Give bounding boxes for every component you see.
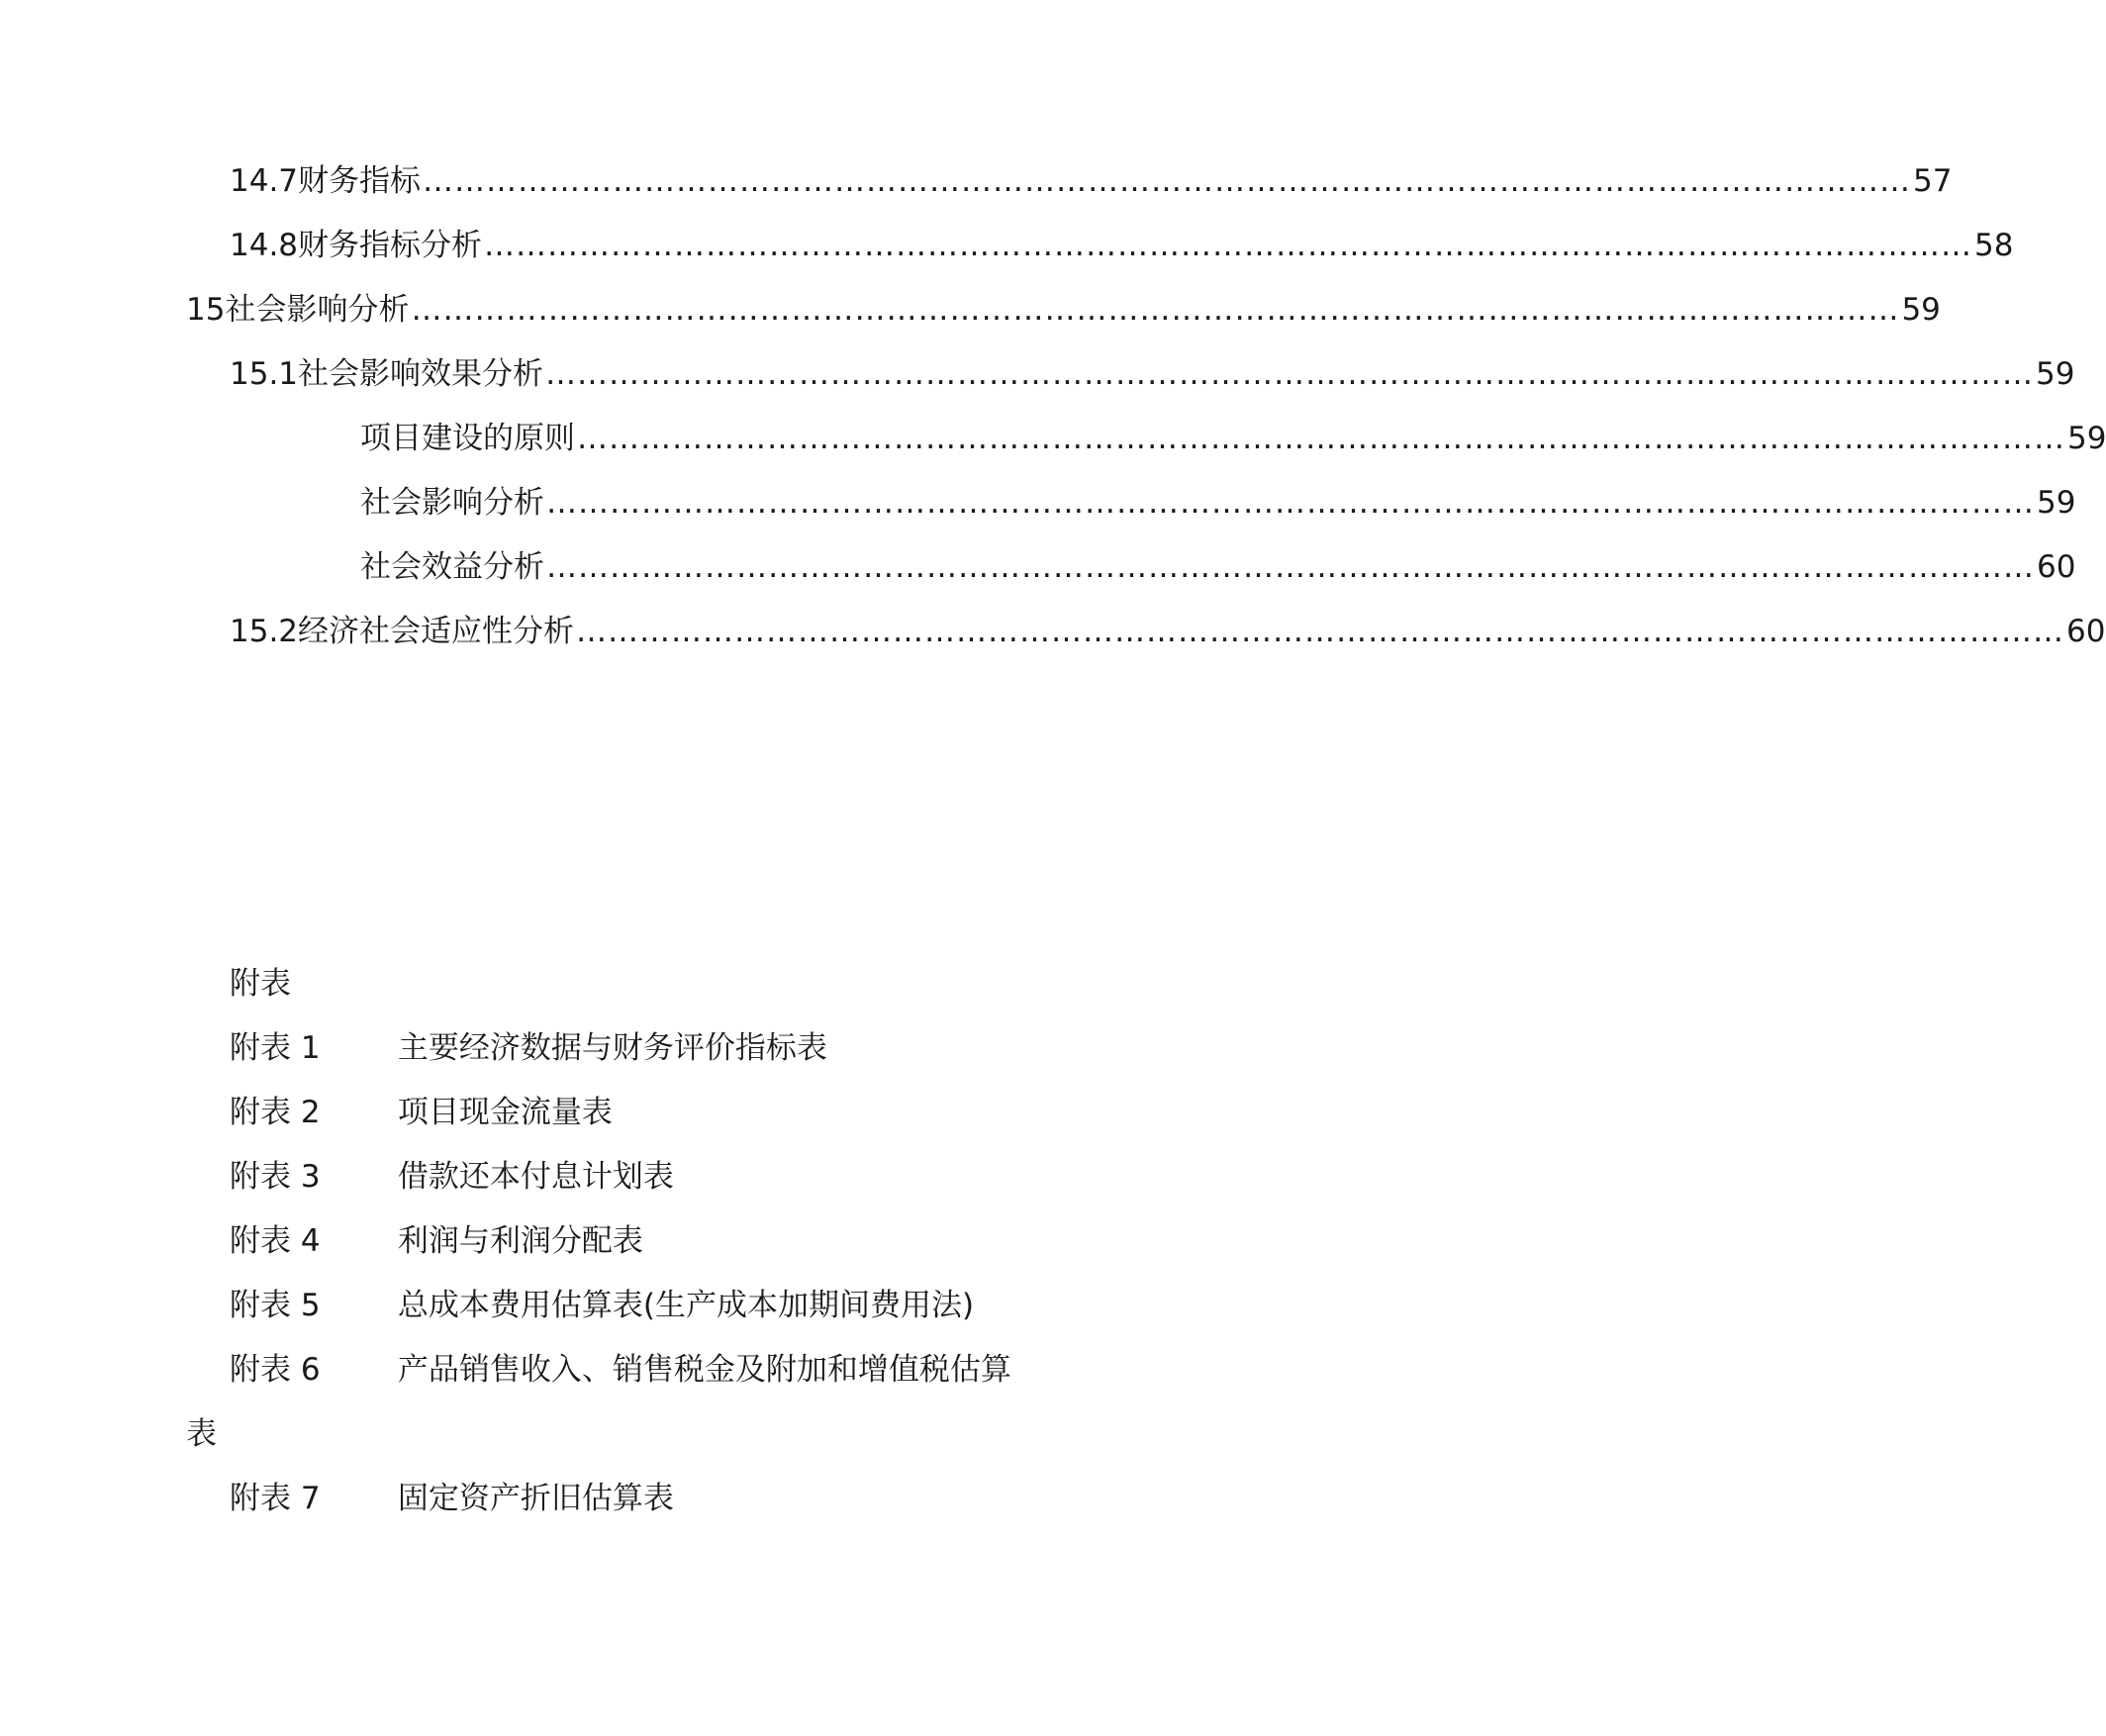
toc-page-number: 58 bbox=[1974, 228, 2014, 263]
toc-page-number: 59 bbox=[1901, 292, 1941, 328]
toc-entry[interactable] bbox=[360, 419, 2106, 458]
appendix-item bbox=[230, 1026, 827, 1070]
toc-title: 经济社会适应性分析 bbox=[298, 614, 575, 649]
appendix-item bbox=[230, 1091, 613, 1134]
dot-leader: …………………………………………………………………………………………………………………………… bbox=[546, 549, 2035, 585]
toc-page-number: 60 bbox=[2037, 549, 2076, 585]
toc-number: 14.7 bbox=[230, 163, 299, 199]
appendix-item bbox=[230, 1348, 1011, 1392]
appendix-label: 附表 1 bbox=[230, 1030, 321, 1066]
toc-entry[interactable] bbox=[360, 547, 2076, 587]
appendix-label: 附表 2 bbox=[230, 1095, 321, 1130]
dot-leader: …………………………………………………………………………………………………………………………… bbox=[576, 614, 2065, 649]
toc-page-number: 59 bbox=[2037, 485, 2076, 521]
toc-entry[interactable] bbox=[230, 161, 1953, 201]
toc-page-number: 57 bbox=[1913, 163, 1953, 199]
dot-leader: …………………………………………………………………………………………………………………………… bbox=[546, 485, 2035, 521]
appendix-name: 总成本费用估算表(生产成本加期间费用法) bbox=[397, 1288, 975, 1323]
appendix-name: 项目现金流量表 bbox=[397, 1095, 613, 1130]
dot-leader: …………………………………………………………………………………………………………………………… bbox=[484, 228, 1973, 263]
toc-entry[interactable] bbox=[230, 226, 2014, 265]
appendix-item-continuation: 表 bbox=[186, 1416, 217, 1452]
toc-entry[interactable] bbox=[360, 483, 2076, 523]
toc-title: 社会效益分析 bbox=[360, 549, 544, 585]
toc-title: 财务指标 bbox=[298, 163, 422, 199]
toc-page-number: 59 bbox=[2067, 421, 2106, 456]
appendix-name: 利润与利润分配表 bbox=[397, 1223, 643, 1259]
dot-leader: …………………………………………………………………………………………………………………………… bbox=[423, 163, 1912, 199]
appendix-label: 附表 7 bbox=[230, 1481, 321, 1516]
toc-page-number: 60 bbox=[2066, 614, 2106, 649]
dot-leader: …………………………………………………………………………………………………………………………… bbox=[411, 292, 1900, 328]
dot-leader: …………………………………………………………………………………………………………………………… bbox=[577, 421, 2065, 456]
appendix-name: 固定资产折旧估算表 bbox=[397, 1481, 674, 1516]
appendix-item bbox=[230, 1284, 974, 1327]
toc-number: 14.8 bbox=[230, 228, 299, 263]
toc-entry[interactable] bbox=[230, 612, 2106, 651]
toc-number: 15.1 bbox=[230, 356, 299, 392]
appendix-label: 附表 3 bbox=[230, 1159, 321, 1195]
toc-page-number: 59 bbox=[2036, 356, 2075, 392]
appendix-name: 产品销售收入、销售税金及附加和增值税估算 bbox=[397, 1352, 1011, 1388]
dot-leader: …………………………………………………………………………………………………………………………… bbox=[545, 356, 2035, 392]
appendix-label: 附表 4 bbox=[230, 1223, 321, 1259]
appendix-label: 附表 5 bbox=[230, 1288, 321, 1323]
toc-title: 项目建设的原则 bbox=[360, 421, 575, 456]
toc-number: 15 bbox=[186, 292, 226, 328]
appendix-item bbox=[230, 1477, 674, 1520]
toc-entry[interactable] bbox=[186, 290, 1941, 330]
toc-title: 社会影响分析 bbox=[225, 292, 410, 328]
toc-title: 社会影响分析 bbox=[360, 485, 544, 521]
toc-entry[interactable] bbox=[230, 354, 2075, 394]
appendix-heading: 附表 bbox=[230, 966, 291, 1002]
appendix-name: 主要经济数据与财务评价指标表 bbox=[397, 1030, 827, 1066]
appendix-item bbox=[230, 1219, 643, 1263]
appendix-name: 借款还本付息计划表 bbox=[397, 1159, 674, 1195]
toc-title: 财务指标分析 bbox=[298, 228, 483, 263]
appendix-item bbox=[230, 1155, 674, 1199]
toc-title: 社会影响效果分析 bbox=[298, 356, 544, 392]
toc-number: 15.2 bbox=[230, 614, 299, 649]
appendix-label: 附表 6 bbox=[230, 1352, 321, 1388]
